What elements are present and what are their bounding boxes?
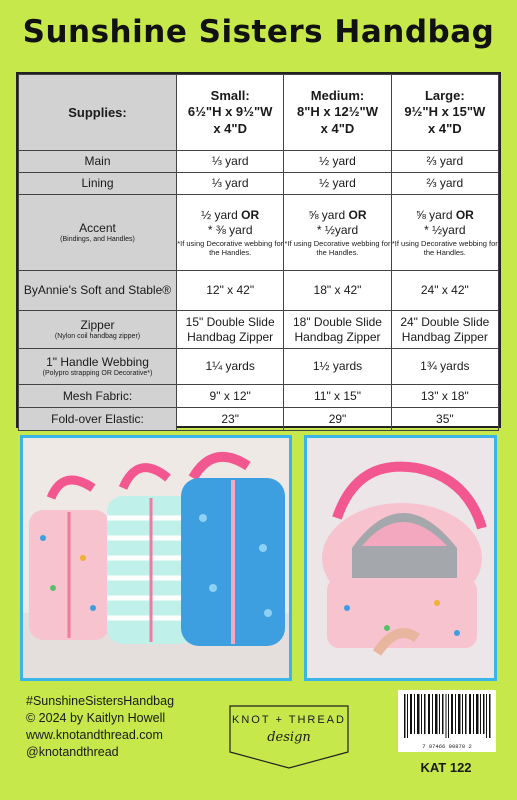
iron-in-bag-illustration — [307, 438, 494, 678]
accent-note: *If using Decorative webbing for the Handles. — [177, 238, 284, 257]
row-label — [19, 349, 177, 385]
size-name: Large: — [424, 88, 465, 104]
size-dims: 8"H x 12½"W — [297, 104, 378, 120]
zipper-type: Handbag Zipper — [187, 329, 274, 344]
knot-thread-logo — [226, 702, 352, 772]
row-label-text: Zipper — [80, 317, 115, 332]
cell: 11" x 15" — [284, 385, 391, 408]
cell: 1¾ yards — [391, 349, 498, 385]
accent-note: *If using Decorative webbing for the Handles. — [391, 238, 498, 257]
size-depth: x 4"D — [428, 120, 462, 136]
cell: 35" — [391, 408, 498, 431]
row-zipper — [19, 311, 499, 349]
supplies-table — [16, 72, 501, 428]
social-handle: @knotandthread — [26, 745, 119, 759]
accent-amount: ½ yard — [201, 208, 238, 223]
cell — [284, 311, 391, 349]
footer-info — [26, 693, 174, 761]
cell — [391, 195, 498, 271]
bags-photo — [20, 435, 292, 681]
row-stable — [19, 271, 499, 311]
cell: 29" — [284, 408, 391, 431]
accent-alt-amount: * ½yard — [316, 222, 359, 237]
row-webbing — [19, 349, 499, 385]
iron-bag-photo — [304, 435, 497, 681]
zipper-size: 24" Double Slide — [400, 315, 490, 330]
or-text: OR — [241, 208, 260, 223]
logo-wordmark: KNOT + THREAD — [232, 714, 346, 726]
row-label: Mesh Fabric: — [19, 385, 177, 408]
size-dims: 9½"H x 15"W — [404, 104, 486, 120]
three-bags-illustration — [23, 438, 289, 678]
size-dims: 6½"H x 9½"W — [187, 104, 273, 120]
row-lining — [19, 173, 499, 195]
product-code: KAT 122 — [420, 760, 472, 775]
table-header-row — [19, 75, 499, 151]
row-main — [19, 151, 499, 173]
row-label: ByAnnie's Soft and Stable® — [19, 271, 177, 311]
supplies-label: Supplies: — [19, 75, 177, 151]
cell: 9" x 12" — [177, 385, 284, 408]
cell: ⅓ yard — [177, 151, 284, 173]
or-text: OR — [455, 208, 474, 223]
size-name: Small: — [210, 88, 250, 104]
size-depth: x 4"D — [320, 120, 355, 136]
hashtag: #SunshineSistersHandbag — [26, 694, 175, 708]
row-label-sub: (Polypro strapping OR Decorative*) — [42, 370, 153, 377]
cell — [177, 195, 284, 271]
row-mesh — [19, 385, 499, 408]
or-text: OR — [348, 208, 367, 223]
row-label — [19, 311, 177, 349]
size-small-header — [177, 75, 284, 151]
barcode-bars — [398, 690, 496, 740]
cell: ½ yard — [284, 173, 391, 195]
size-medium-header — [284, 75, 391, 151]
row-label: Main — [19, 151, 177, 173]
cell: ⅔ yard — [391, 173, 498, 195]
size-depth: x 4"D — [213, 120, 247, 136]
row-accent — [19, 195, 499, 271]
row-elastic — [19, 408, 499, 431]
row-label-text: 1" Handle Webbing — [46, 354, 149, 369]
cell — [391, 311, 498, 349]
cell: 1¼ yards — [177, 349, 284, 385]
cell: 24" x 42" — [391, 271, 498, 311]
cell — [177, 311, 284, 349]
barcode-number: 7 07466 90870 2 — [422, 743, 472, 750]
accent-alt-amount: * ⅜ yard — [207, 222, 253, 237]
cell: ⅔ yard — [391, 151, 498, 173]
row-label-sub: (Nylon coil handbag zipper) — [54, 333, 141, 340]
row-label: Lining — [19, 173, 177, 195]
size-name: Medium: — [310, 88, 365, 104]
logo-script: design — [267, 730, 311, 745]
cell: 1½ yards — [284, 349, 391, 385]
accent-alt-amount: * ½yard — [424, 222, 466, 237]
accent-amount: ⅝ yard — [308, 208, 346, 223]
barcode — [398, 690, 496, 752]
cell: ½ yard — [284, 151, 391, 173]
accent-note: *If using Decorative webbing for the Handles. — [284, 238, 391, 257]
page-title: Sunshine Sisters Handbag — [22, 14, 495, 50]
row-label — [19, 195, 177, 271]
cell: 23" — [177, 408, 284, 431]
row-label-sub: (Bindings, and Handles) — [60, 236, 135, 243]
accent-amount: ⅝ yard — [415, 208, 453, 223]
row-label-text: Accent — [79, 220, 116, 235]
cell: ⅓ yard — [177, 173, 284, 195]
zipper-type: Handbag Zipper — [401, 329, 488, 344]
size-large-header — [391, 75, 498, 151]
zipper-type: Handbag Zipper — [294, 329, 381, 344]
cell: 13" x 18" — [391, 385, 498, 408]
zipper-size: 15" Double Slide — [185, 315, 275, 330]
copyright: © 2024 by Kaitlyn Howell — [26, 711, 166, 725]
row-label: Fold-over Elastic: — [19, 408, 177, 431]
cell: 12" x 42" — [177, 271, 284, 311]
cell: 18" x 42" — [284, 271, 391, 311]
website: www.knotandthread.com — [26, 728, 163, 742]
zipper-size: 18" Double Slide — [292, 315, 382, 330]
cell — [284, 195, 391, 271]
